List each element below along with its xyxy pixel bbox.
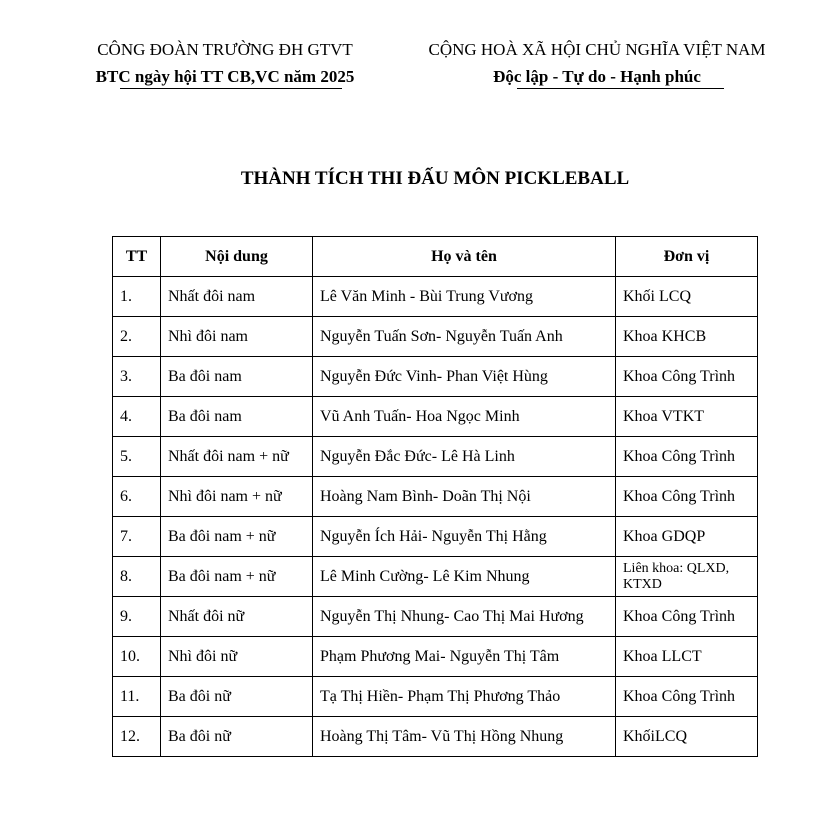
cell-tt: 10.: [113, 637, 161, 677]
cell-noi-dung: Nhất đôi nam: [161, 277, 313, 317]
cell-ho-ten: Nguyễn Thị Nhung- Cao Thị Mai Hương: [313, 597, 616, 637]
header-right-underline: [517, 88, 724, 89]
cell-ho-ten: Tạ Thị Hiền- Phạm Thị Phương Thảo: [313, 677, 616, 717]
union-name: CÔNG ĐOÀN TRƯỜNG ĐH GTVT: [97, 40, 353, 59]
column-header-noi-dung: Nội dung: [161, 237, 313, 277]
organizing-committee: BTC ngày hội TT CB,VC năm 2025: [95, 67, 355, 86]
cell-tt: 4.: [113, 397, 161, 437]
cell-don-vi: Khoa Công Trình: [616, 357, 758, 397]
cell-noi-dung: Ba đôi nam + nữ: [161, 517, 313, 557]
table-row: [113, 437, 758, 477]
results-table: [112, 236, 758, 757]
cell-don-vi: Liên khoa: QLXD, KTXD: [616, 557, 758, 597]
document-title: THÀNH TÍCH THI ĐẤU MÔN PICKLEBALL: [240, 168, 630, 189]
table-row: [113, 277, 758, 317]
header-right: [398, 36, 796, 90]
cell-ho-ten: Hoàng Thị Tâm- Vũ Thị Hồng Nhung: [313, 717, 616, 757]
table-row: [113, 597, 758, 637]
national-title: CỘNG HOÀ XÃ HỘI CHỦ NGHĨA VIỆT NAM: [428, 40, 766, 59]
table-row: [113, 717, 758, 757]
table-row: [113, 517, 758, 557]
cell-noi-dung: Nhì đôi nam: [161, 317, 313, 357]
column-header-ho-ten: Họ và tên: [313, 237, 616, 277]
column-header-tt: TT: [113, 237, 161, 277]
cell-tt: 6.: [113, 477, 161, 517]
cell-tt: 12.: [113, 717, 161, 757]
cell-ho-ten: Phạm Phương Mai- Nguyễn Thị Tâm: [313, 637, 616, 677]
cell-noi-dung: Nhì đôi nữ: [161, 637, 313, 677]
table-row: [113, 317, 758, 357]
cell-don-vi: Khoa Công Trình: [616, 477, 758, 517]
table-row: [113, 477, 758, 517]
cell-ho-ten: Lê Văn Minh - Bùi Trung Vương: [313, 277, 616, 317]
cell-ho-ten: Nguyễn Đức Vinh- Phan Việt Hùng: [313, 357, 616, 397]
cell-ho-ten: Nguyễn Tuấn Sơn- Nguyễn Tuấn Anh: [313, 317, 616, 357]
cell-noi-dung: Nhì đôi nam + nữ: [161, 477, 313, 517]
cell-don-vi: Khoa Công Trình: [616, 597, 758, 637]
cell-tt: 2.: [113, 317, 161, 357]
cell-don-vi: Khoa Công Trình: [616, 677, 758, 717]
cell-noi-dung: Ba đôi nam: [161, 357, 313, 397]
cell-tt: 5.: [113, 437, 161, 477]
cell-ho-ten: Nguyễn Ích Hải- Nguyễn Thị Hằng: [313, 517, 616, 557]
table-header-row: [113, 237, 758, 277]
cell-tt: 7.: [113, 517, 161, 557]
cell-noi-dung: Ba đôi nam + nữ: [161, 557, 313, 597]
cell-don-vi: Khoa Công Trình: [616, 437, 758, 477]
cell-ho-ten: Vũ Anh Tuấn- Hoa Ngọc Minh: [313, 397, 616, 437]
table-row: [113, 557, 758, 597]
cell-tt: 8.: [113, 557, 161, 597]
cell-don-vi: Khoa VTKT: [616, 397, 758, 437]
table-row: [113, 677, 758, 717]
table-row: [113, 397, 758, 437]
table-row: [113, 637, 758, 677]
cell-noi-dung: Nhất đôi nam + nữ: [161, 437, 313, 477]
header-left: [70, 36, 380, 90]
cell-tt: 11.: [113, 677, 161, 717]
cell-tt: 3.: [113, 357, 161, 397]
cell-tt: 9.: [113, 597, 161, 637]
cell-noi-dung: Ba đôi nữ: [161, 717, 313, 757]
table-row: [113, 357, 758, 397]
cell-noi-dung: Ba đôi nam: [161, 397, 313, 437]
national-motto: Độc lập - Tự do - Hạnh phúc: [493, 67, 701, 86]
cell-don-vi: Khối LCQ: [616, 277, 758, 317]
cell-don-vi: Khoa GDQP: [616, 517, 758, 557]
cell-don-vi: Khoa KHCB: [616, 317, 758, 357]
header-left-underline: [120, 88, 342, 89]
cell-don-vi: Khoa LLCT: [616, 637, 758, 677]
column-header-don-vi: Đơn vị: [616, 237, 758, 277]
cell-noi-dung: Nhất đôi nữ: [161, 597, 313, 637]
cell-noi-dung: Ba đôi nữ: [161, 677, 313, 717]
cell-ho-ten: Lê Minh Cường- Lê Kim Nhung: [313, 557, 616, 597]
cell-ho-ten: Hoàng Nam Bình- Doãn Thị Nội: [313, 477, 616, 517]
cell-don-vi: KhốiLCQ: [616, 717, 758, 757]
cell-tt: 1.: [113, 277, 161, 317]
cell-ho-ten: Nguyễn Đắc Đức- Lê Hà Linh: [313, 437, 616, 477]
